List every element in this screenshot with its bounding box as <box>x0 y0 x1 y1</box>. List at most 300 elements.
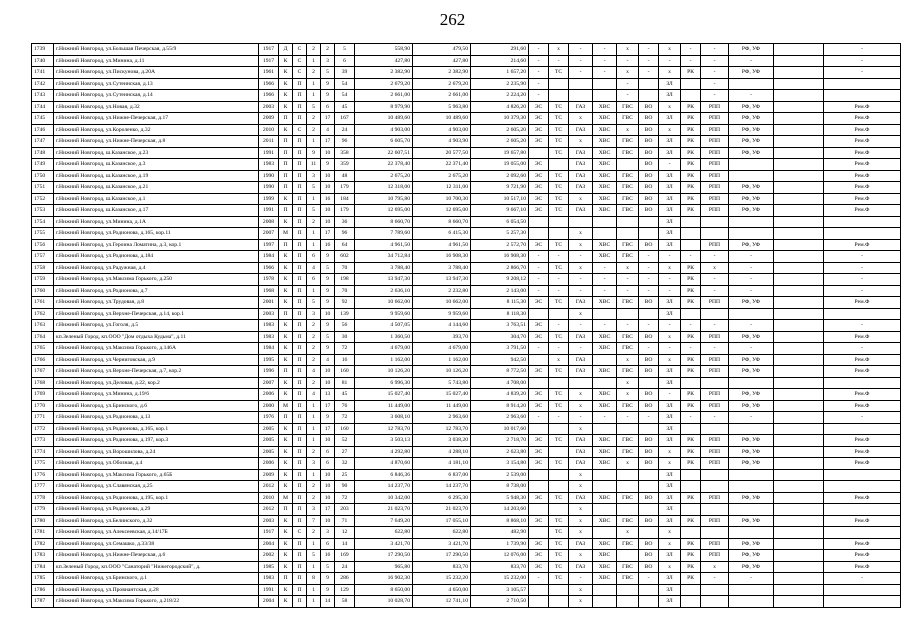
cell-address: г.Нижний Новгород, ш.Казанское, д.23 <box>54 147 259 159</box>
cell-fund-type <box>729 423 774 435</box>
cell-address: г.Нижний Новгород, ул.Короленко, д.32 <box>54 124 259 136</box>
cell-year-built: 2009 <box>259 113 279 125</box>
cell-heating: ТС <box>549 561 569 573</box>
cell-entrances: 2 <box>307 331 321 343</box>
cell-fund-type: РФ, УФ <box>729 389 774 401</box>
cell-category: К <box>279 216 293 228</box>
cell-wall-material: П <box>293 584 307 596</box>
cell-year-built: 1966 <box>259 90 279 102</box>
cell-gas: ГАЗ <box>569 354 593 366</box>
cell-fund-type: РФ, УФ <box>729 182 774 194</box>
cell-repair-kr: - <box>681 251 701 263</box>
cell-address: г.Нижний Новгород, ул.Деловая, д.22, кор.2 <box>54 377 259 389</box>
table-row <box>32 274 901 286</box>
cell-apartments: 32 <box>335 458 355 470</box>
cell-wall-material: П <box>293 377 307 389</box>
cell-cold-water: ХВС <box>593 193 617 205</box>
cell-year-built: 2006 <box>259 458 279 470</box>
cell-year-built: 2002 <box>259 550 279 562</box>
cell-address: г.Нижний Новгород, ш.Казанское, д.1 <box>54 193 259 205</box>
cell-year-built: 1997 <box>259 239 279 251</box>
cell-entrances: 2 <box>307 481 321 493</box>
cell-wall-material: П <box>293 492 307 504</box>
cell-electricity <box>529 147 549 159</box>
cell-gas: х <box>569 596 593 608</box>
cell-category: Д <box>279 44 293 56</box>
table-row <box>32 492 901 504</box>
cell-year-built: 1978 <box>259 274 279 286</box>
cell-repair-fund: - <box>824 44 901 56</box>
cell-living-area: 3 038,20 <box>413 435 471 447</box>
cell-heating: ТС <box>549 458 569 470</box>
cell-reserved <box>774 216 824 228</box>
cell-cold-water: ХВС <box>593 561 617 573</box>
cell-lift: ЗЛ <box>659 423 681 435</box>
cell-privatized-area: 304,70 <box>471 331 529 343</box>
cell-reserved <box>774 423 824 435</box>
cell-total-area: 1 162,00 <box>355 354 413 366</box>
cell-sewerage: ВО <box>639 389 659 401</box>
cell-gas: х <box>569 239 593 251</box>
cell-electricity <box>529 228 549 240</box>
cell-reserved <box>774 251 824 263</box>
cell-fund-type: РФ, УФ <box>729 331 774 343</box>
cell-reserved <box>774 101 824 113</box>
cell-lift: ЗЛ <box>659 412 681 424</box>
cell-repair-fund <box>824 584 901 596</box>
table-row <box>32 504 901 516</box>
cell-privatized-area: 3 791,50 <box>471 343 529 355</box>
cell-repair-fund: Рем.Ф <box>824 446 901 458</box>
cell-heating <box>549 90 569 102</box>
cell-address: г.Нижний Новгород, ул.Обозная, д.4 <box>54 458 259 470</box>
cell-reserved <box>774 228 824 240</box>
cell-electricity <box>529 423 549 435</box>
cell-repair-fund: - <box>824 573 901 585</box>
cell-apartments: 71 <box>335 515 355 527</box>
table-row <box>32 55 901 67</box>
cell-fund-type: РФ, УФ <box>729 515 774 527</box>
cell-lift: ЗЛ <box>659 492 681 504</box>
cell-category: К <box>279 389 293 401</box>
cell-category: К <box>279 331 293 343</box>
cell-sewerage <box>639 504 659 516</box>
cell-entrances: 2 <box>307 492 321 504</box>
cell-gas: - <box>569 251 593 263</box>
cell-wall-material: П <box>293 550 307 562</box>
cell-electricity: ЭС <box>529 446 549 458</box>
cell-year-built: 1917 <box>259 44 279 56</box>
cell-floors: 9 <box>321 343 335 355</box>
cell-hot-water: ГВС <box>617 205 639 217</box>
cell-cold-water: ХВС <box>593 573 617 585</box>
cell-heating: х <box>549 354 569 366</box>
cell-repair-fund: Рем.Ф <box>824 182 901 194</box>
cell-hot-water: ГВС <box>617 136 639 148</box>
cell-privatized-area: 3 763,51 <box>471 320 529 332</box>
cell-reserved <box>774 400 824 412</box>
cell-sewerage: ВО <box>639 550 659 562</box>
table-row <box>32 527 901 539</box>
cell-floors: 10 <box>321 170 335 182</box>
cell-category: П <box>279 504 293 516</box>
cell-row-number: 1756 <box>32 239 54 251</box>
cell-floors: 17 <box>321 136 335 148</box>
cell-apartments: 48 <box>335 170 355 182</box>
cell-category: К <box>279 377 293 389</box>
cell-address: г.Нижний Новгород, ул.Минина, д.11 <box>54 55 259 67</box>
cell-row-number: 1780 <box>32 515 54 527</box>
cell-entrances: 1 <box>307 228 321 240</box>
cell-electricity: ЭС <box>529 170 549 182</box>
cell-gas <box>569 377 593 389</box>
cell-category: П <box>279 136 293 148</box>
cell-wall-material: П <box>293 216 307 228</box>
cell-category: К <box>279 538 293 550</box>
cell-floors: 9 <box>321 90 335 102</box>
cell-living-area: 427,80 <box>413 55 471 67</box>
cell-repair-kr: РК <box>681 389 701 401</box>
cell-gas: ГАЗ <box>569 159 593 171</box>
cell-wall-material: С <box>293 55 307 67</box>
cell-repair-rpp: РПП <box>701 354 729 366</box>
cell-repair-rpp: - <box>701 44 729 56</box>
cell-sewerage: ВО <box>639 136 659 148</box>
cell-cold-water: ХВС <box>593 170 617 182</box>
table-row <box>32 538 901 550</box>
cell-lift: - <box>659 55 681 67</box>
cell-privatized-area: 4 708,00 <box>471 377 529 389</box>
cell-floors: 9 <box>321 584 335 596</box>
cell-hot-water: х <box>617 527 639 539</box>
cell-floors: 10 <box>321 147 335 159</box>
cell-wall-material: П <box>293 573 307 585</box>
table-row <box>32 435 901 447</box>
cell-wall-material: П <box>293 239 307 251</box>
cell-entrances: 1 <box>307 78 321 90</box>
cell-category: К <box>279 297 293 309</box>
cell-floors: 9 <box>321 78 335 90</box>
cell-fund-type: РФ, УФ <box>729 561 774 573</box>
cell-privatized-area: 833,70 <box>471 561 529 573</box>
cell-category: К <box>279 78 293 90</box>
cell-total-area: 15 027,40 <box>355 389 413 401</box>
cell-year-built: 1999 <box>259 193 279 205</box>
cell-row-number: 1772 <box>32 423 54 435</box>
table-row <box>32 481 901 493</box>
cell-cold-water: ХВС <box>593 147 617 159</box>
cell-floors: 10 <box>321 366 335 378</box>
cell-gas: - <box>569 274 593 286</box>
cell-wall-material: П <box>293 170 307 182</box>
cell-cold-water: ХВС <box>593 343 617 355</box>
table-row <box>32 366 901 378</box>
cell-year-built: 1991 <box>259 584 279 596</box>
cell-row-number: 1750 <box>32 170 54 182</box>
cell-address: г.Нижний Новгород, ул.Максима Горького, д.65Б <box>54 469 259 481</box>
cell-fund-type: РФ, УФ <box>729 297 774 309</box>
cell-electricity: - <box>529 44 549 56</box>
cell-address: г.Нижний Новгород, ул.Родионова, д.165, кор.11 <box>54 228 259 240</box>
cell-address: г.Нижний Новгород, ул.Нижне-Печерская, д.17 <box>54 113 259 125</box>
cell-entrances: 1 <box>307 538 321 550</box>
cell-heating <box>549 423 569 435</box>
cell-privatized-area: 2 539,00 <box>471 469 529 481</box>
cell-category: К <box>279 561 293 573</box>
cell-repair-kr: - <box>681 343 701 355</box>
cell-floors: 16 <box>321 193 335 205</box>
cell-privatized-area: 8 914,20 <box>471 400 529 412</box>
cell-reserved <box>774 44 824 56</box>
cell-repair-rpp: х <box>701 262 729 274</box>
cell-living-area: 3 788,40 <box>413 262 471 274</box>
cell-total-area: 427,80 <box>355 55 413 67</box>
cell-heating: ТС <box>549 389 569 401</box>
cell-reserved <box>774 239 824 251</box>
cell-hot-water <box>617 159 639 171</box>
cell-repair-fund: - <box>824 251 901 263</box>
cell-category: К <box>279 262 293 274</box>
cell-entrances: 5 <box>307 101 321 113</box>
cell-cold-water: - <box>593 320 617 332</box>
cell-sewerage <box>639 527 659 539</box>
cell-apartments: 359 <box>335 159 355 171</box>
cell-floors: 5 <box>321 331 335 343</box>
cell-category: К <box>279 101 293 113</box>
cell-lift: ЗЛ <box>659 182 681 194</box>
cell-repair-fund: Рем.Ф <box>824 193 901 205</box>
cell-apartments: 70 <box>335 262 355 274</box>
cell-floors: 14 <box>321 596 335 608</box>
cell-heating: ТС <box>549 113 569 125</box>
cell-repair-rpp: РПП <box>701 182 729 194</box>
cell-sewerage: ВО <box>639 561 659 573</box>
cell-floors: 5 <box>321 561 335 573</box>
cell-wall-material: П <box>293 596 307 608</box>
cell-wall-material: С <box>293 124 307 136</box>
cell-sewerage: - <box>639 251 659 263</box>
cell-lift: ЗЛ <box>659 228 681 240</box>
cell-repair-kr: РК <box>681 113 701 125</box>
cell-repair-fund: Рем.Ф <box>824 389 901 401</box>
cell-lift: ЗЛ <box>659 136 681 148</box>
cell-row-number: 1779 <box>32 504 54 516</box>
cell-wall-material: П <box>293 297 307 309</box>
cell-wall-material: П <box>293 343 307 355</box>
cell-repair-kr: РК <box>681 458 701 470</box>
cell-total-area: 2 382,90 <box>355 67 413 79</box>
cell-apartments: 184 <box>335 193 355 205</box>
cell-electricity: ЭС <box>529 389 549 401</box>
cell-apartments: 54 <box>335 90 355 102</box>
cell-privatized-area: 2 866,70 <box>471 262 529 274</box>
cell-fund-type: - <box>729 251 774 263</box>
cell-cold-water: ХВС <box>593 239 617 251</box>
cell-entrances: 6 <box>307 274 321 286</box>
cell-address: г.Нижний Новгород, ул.Родионова, д.29 <box>54 504 259 516</box>
cell-row-number: 1785 <box>32 573 54 585</box>
cell-heating: - <box>549 412 569 424</box>
cell-wall-material: П <box>293 412 307 424</box>
cell-electricity <box>529 596 549 608</box>
cell-wall-material: П <box>293 285 307 297</box>
cell-repair-fund: Рем.Ф <box>824 354 901 366</box>
cell-entrances: 3 <box>307 308 321 320</box>
cell-privatized-area: 8 738,00 <box>471 481 529 493</box>
cell-address: г.Нижний Новгород, ул.Алексеевская, д.14/17Б <box>54 527 259 539</box>
table-row <box>32 297 901 309</box>
cell-cold-water <box>593 308 617 320</box>
cell-row-number: 1742 <box>32 78 54 90</box>
cell-address: г.Нижний Новгород, ул.Черниговская, д.9 <box>54 354 259 366</box>
cell-repair-rpp <box>701 527 729 539</box>
cell-total-area: 8 650,00 <box>355 584 413 596</box>
cell-gas: ГАЗ <box>569 205 593 217</box>
cell-row-number: 1760 <box>32 285 54 297</box>
cell-electricity: ЭС <box>529 193 549 205</box>
cell-sewerage: ВО <box>639 435 659 447</box>
cell-wall-material: П <box>293 458 307 470</box>
cell-living-area: 17 055,10 <box>413 515 471 527</box>
cell-fund-type <box>729 527 774 539</box>
cell-apartments: 286 <box>335 573 355 585</box>
cell-sewerage: ВО <box>639 101 659 113</box>
cell-repair-fund: Рем.Ф <box>824 124 901 136</box>
cell-hot-water: х <box>617 124 639 136</box>
table-row <box>32 389 901 401</box>
cell-row-number: 1770 <box>32 400 54 412</box>
cell-apartments: 24 <box>335 561 355 573</box>
cell-entrances: 5 <box>307 297 321 309</box>
cell-gas: ГАЗ <box>569 435 593 447</box>
cell-living-area: 21 023,70 <box>413 504 471 516</box>
cell-reserved <box>774 458 824 470</box>
table-row <box>32 193 901 205</box>
cell-electricity <box>529 354 549 366</box>
cell-electricity: ЭС <box>529 492 549 504</box>
cell-fund-type: РФ, УФ <box>729 458 774 470</box>
cell-year-built: 1917 <box>259 527 279 539</box>
cell-sewerage <box>639 596 659 608</box>
cell-gas: ГАЗ <box>569 446 593 458</box>
cell-repair-rpp: РПП <box>701 389 729 401</box>
cell-entrances: 3 <box>307 170 321 182</box>
cell-sewerage: - <box>639 285 659 297</box>
cell-apartments: 167 <box>335 113 355 125</box>
cell-category: К <box>279 458 293 470</box>
cell-gas: ГАЗ <box>569 182 593 194</box>
cell-heating: ТС <box>549 124 569 136</box>
cell-gas: - <box>569 343 593 355</box>
cell-year-built: 1976 <box>259 412 279 424</box>
cell-reserved <box>774 262 824 274</box>
cell-reserved <box>774 446 824 458</box>
cell-hot-water: ГВС <box>617 239 639 251</box>
cell-cold-water: ХВС <box>593 458 617 470</box>
table-row <box>32 159 901 171</box>
cell-gas: - <box>569 285 593 297</box>
cell-living-area: 15 027,40 <box>413 389 471 401</box>
cell-cold-water: ХВС <box>593 182 617 194</box>
cell-wall-material: П <box>293 561 307 573</box>
cell-lift: ЗЛ <box>659 481 681 493</box>
cell-wall-material: П <box>293 274 307 286</box>
cell-living-area: 10 489,60 <box>413 113 471 125</box>
cell-apartments: 203 <box>335 504 355 516</box>
table-row <box>32 182 901 194</box>
cell-heating: ТС <box>549 193 569 205</box>
cell-reserved <box>774 136 824 148</box>
cell-category: П <box>279 412 293 424</box>
cell-entrances: 2 <box>307 320 321 332</box>
cell-repair-fund: - <box>824 285 901 297</box>
cell-lift: х <box>659 446 681 458</box>
cell-repair-kr <box>681 377 701 389</box>
cell-floors: 5 <box>321 67 335 79</box>
cell-cold-water: ХВС <box>593 101 617 113</box>
cell-living-area: 16 908,30 <box>413 251 471 263</box>
cell-apartments: 160 <box>335 366 355 378</box>
cell-repair-fund: Рем.Ф <box>824 147 901 159</box>
cell-sewerage: - <box>639 55 659 67</box>
cell-address: г.Нижний Новгород, ул.Максима Горького, д.146А <box>54 343 259 355</box>
cell-cold-water <box>593 377 617 389</box>
cell-apartments: 30 <box>335 331 355 343</box>
cell-fund-type: РФ, УФ <box>729 366 774 378</box>
cell-gas: х <box>569 515 593 527</box>
cell-address: г.Нижний Новгород, ул.Нижне-Печерская, д.6 <box>54 550 259 562</box>
cell-floors: 10 <box>321 469 335 481</box>
cell-entrances: 1 <box>307 423 321 435</box>
cell-sewerage <box>639 469 659 481</box>
cell-apartments: 92 <box>335 297 355 309</box>
cell-gas: х <box>569 469 593 481</box>
cell-entrances: 8 <box>307 573 321 585</box>
table-row <box>32 136 901 148</box>
cell-hot-water: ГВС <box>617 515 639 527</box>
cell-reserved <box>774 182 824 194</box>
cell-total-area: 34 712,84 <box>355 251 413 263</box>
cell-repair-kr: РК <box>681 573 701 585</box>
cell-category: К <box>279 90 293 102</box>
cell-electricity: - <box>529 67 549 79</box>
cell-entrances: 9 <box>307 147 321 159</box>
cell-gas: - <box>569 412 593 424</box>
cell-category: К <box>279 515 293 527</box>
table-row <box>32 354 901 366</box>
cell-lift: х <box>659 354 681 366</box>
cell-fund-type: - <box>729 262 774 274</box>
cell-wall-material: П <box>293 147 307 159</box>
cell-address: г.Нижний Новгород, ул.Родионова, д.184 <box>54 251 259 263</box>
cell-fund-type <box>729 596 774 608</box>
cell-year-built: 1990 <box>259 170 279 182</box>
cell-repair-kr <box>681 481 701 493</box>
cell-lift: - <box>659 389 681 401</box>
cell-gas: ГАЗ <box>569 170 593 182</box>
cell-repair-kr: РК <box>681 366 701 378</box>
cell-repair-kr: РК <box>681 538 701 550</box>
cell-heating: - <box>549 251 569 263</box>
cell-cold-water: - <box>593 285 617 297</box>
cell-living-area: 14 237,70 <box>413 481 471 493</box>
cell-wall-material: П <box>293 136 307 148</box>
cell-repair-fund: Рем.Ф <box>824 239 901 251</box>
cell-total-area: 10 028,70 <box>355 596 413 608</box>
cell-privatized-area: 2 092,60 <box>471 170 529 182</box>
cell-gas: х <box>569 308 593 320</box>
table-row <box>32 550 901 562</box>
